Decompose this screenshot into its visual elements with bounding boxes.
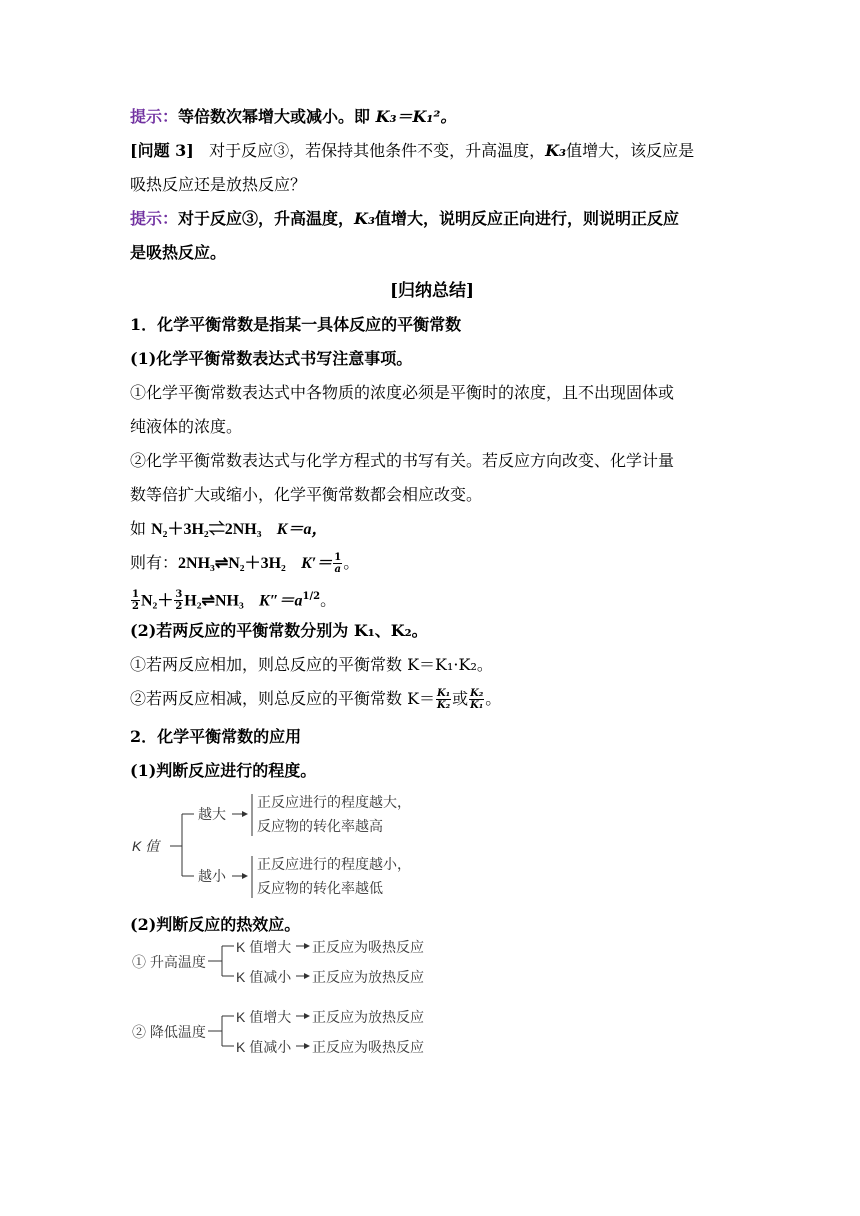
section-1-p1: [130, 342, 734, 376]
larger-label: 越大: [198, 806, 226, 822]
equation-2: [130, 546, 734, 580]
summary-heading: [130, 274, 734, 308]
paragraph-text: (2)若两反应的平衡常数分别为 K₁、K₂。: [130, 621, 428, 640]
raise-temperature-label: ① 升高温度: [132, 954, 206, 970]
paragraph-text: (1)化学平衡常数表达式书写注意事项。: [130, 349, 413, 368]
paragraph-text: (1)判断反应进行的程度。: [130, 761, 317, 780]
fraction: [131, 589, 140, 612]
equation-text: N₂＋3H₂⇌2NH₃: [151, 521, 262, 538]
hint-text: 等倍数次幂增大或减小。即: [178, 107, 376, 126]
hint-2-line-2: [130, 236, 734, 270]
document-page: [130, 100, 734, 1062]
fraction-numerator: K₂: [470, 688, 484, 699]
fraction-numerator: 1: [334, 552, 342, 563]
fraction: [436, 688, 451, 711]
equation-text: 2NH₃⇌N₂＋3H₂: [178, 555, 286, 572]
k-decrease-label: K 值减小: [236, 969, 292, 985]
paragraph-text: ①若两反应相加，则总反应的平衡常数 K＝K₁·K₂。: [130, 655, 493, 674]
hint-2-line-1: [130, 202, 734, 236]
question-text-3: 吸热反应还是放热反应？: [130, 175, 307, 194]
k3-symbol: K₃: [354, 209, 375, 228]
section-1-p4: [130, 614, 734, 648]
fraction-denominator: a: [334, 564, 341, 575]
equation-end: 。: [343, 553, 360, 572]
hint-expression: K₃＝K₁²。: [375, 107, 457, 126]
hint-label: 提示：: [130, 107, 179, 126]
or-text: 或: [452, 689, 469, 708]
section-2-p2: [130, 908, 734, 942]
hint-text-2: 值增大，说明反应正向进行，则说明正反应: [374, 209, 679, 228]
hint-label: 提示：: [130, 209, 179, 228]
k-value-label: K 值: [132, 838, 160, 854]
paragraph-text: ②若两反应相减，则总反应的平衡常数 K＝: [130, 689, 436, 708]
fraction-denominator: K₁: [470, 700, 484, 711]
fraction-numerator: K₁: [437, 688, 451, 699]
section-2-p1: [130, 754, 734, 788]
k-decrease-result: 正反应为吸热反应: [312, 1039, 424, 1055]
fraction: [469, 688, 484, 711]
question-label: [问题 3]: [130, 141, 194, 160]
fraction: [333, 552, 342, 575]
question-3-line-2: [130, 168, 734, 202]
equation-3: [130, 580, 734, 614]
equation-end: 。: [320, 590, 337, 610]
equation-exponent: 1/2: [302, 591, 321, 602]
equation-text: N₂＋: [140, 592, 174, 610]
section-1-p3a: ②化学平衡常数表达式与化学方程式的书写有关。若反应方向改变、化学计量: [130, 451, 675, 470]
equation-k: K′＝: [301, 555, 333, 572]
larger-result-2: 反应物的转化率越高: [257, 818, 383, 834]
question-text: 对于反应③，若保持其他条件不变，升高温度，: [209, 141, 546, 160]
k-value-diagram: [130, 788, 734, 908]
fraction-numerator: 1: [132, 589, 139, 601]
question-text-2: 值增大，该反应是: [566, 141, 695, 160]
hint-text: 对于反应③，升高温度，: [178, 209, 355, 228]
k3-symbol: K₃: [545, 141, 567, 160]
lower-temperature-label: ② 降低温度: [132, 1024, 206, 1040]
summary-heading-text: [归纳总结]: [389, 281, 475, 301]
equation-k: K＝a，: [276, 521, 328, 538]
k-decrease-label: K 值减小: [236, 1039, 292, 1055]
equation-prefix: 如: [130, 519, 152, 538]
paragraph-text: (2)判断反应的热效应。: [130, 915, 301, 934]
equation-prefix: 则有：: [130, 553, 179, 572]
k-increase-label: K 值增大: [236, 939, 292, 955]
diagram-1: [130, 788, 450, 908]
section-1-p6: [130, 682, 734, 716]
section-1-p5: [130, 648, 734, 682]
k-increase-result: 正反应为放热反应: [312, 1009, 424, 1025]
fraction-denominator: 2: [132, 601, 139, 613]
section-1-p2a: ①化学平衡常数表达式中各物质的浓度必须是平衡时的浓度，且不出现固体或: [130, 383, 675, 402]
section-1-p3b: 数等倍扩大或缩小，化学平衡常数都会相应改变。: [130, 485, 483, 504]
section-2-title: 2．化学平衡常数的应用: [130, 727, 302, 746]
hint-1: [130, 100, 734, 134]
fraction-numerator: 3: [175, 589, 183, 601]
paragraph-end: 。: [485, 689, 502, 708]
equation-k: K″＝a: [259, 592, 303, 610]
equation-text-2: H₂⇌NH₃: [184, 592, 244, 610]
k-increase-result: 正反应为吸热反应: [312, 939, 424, 955]
larger-result-1: 正反应进行的程度越大，: [257, 794, 411, 810]
k-decrease-result: 正反应为放热反应: [312, 969, 424, 985]
fraction: [174, 589, 183, 612]
fraction-denominator: 2: [175, 601, 183, 613]
smaller-result-1: 正反应进行的程度越小，: [257, 856, 411, 872]
section-1-p2b: 纯液体的浓度。: [130, 417, 243, 436]
hint-text-3: 是吸热反应。: [130, 243, 227, 262]
smaller-result-2: 反应物的转化率越低: [257, 880, 383, 896]
k-increase-label: K 值增大: [236, 1009, 292, 1025]
question-3-line-1: [130, 134, 734, 168]
heat-effect-diagram: [130, 939, 734, 1062]
fraction-denominator: K₂: [437, 700, 451, 711]
section-1-title: 1．化学平衡常数是指某一具体反应的平衡常数: [130, 315, 462, 334]
smaller-label: 越小: [198, 868, 226, 884]
diagram-2: [130, 939, 450, 1062]
equation-1: [130, 512, 734, 546]
